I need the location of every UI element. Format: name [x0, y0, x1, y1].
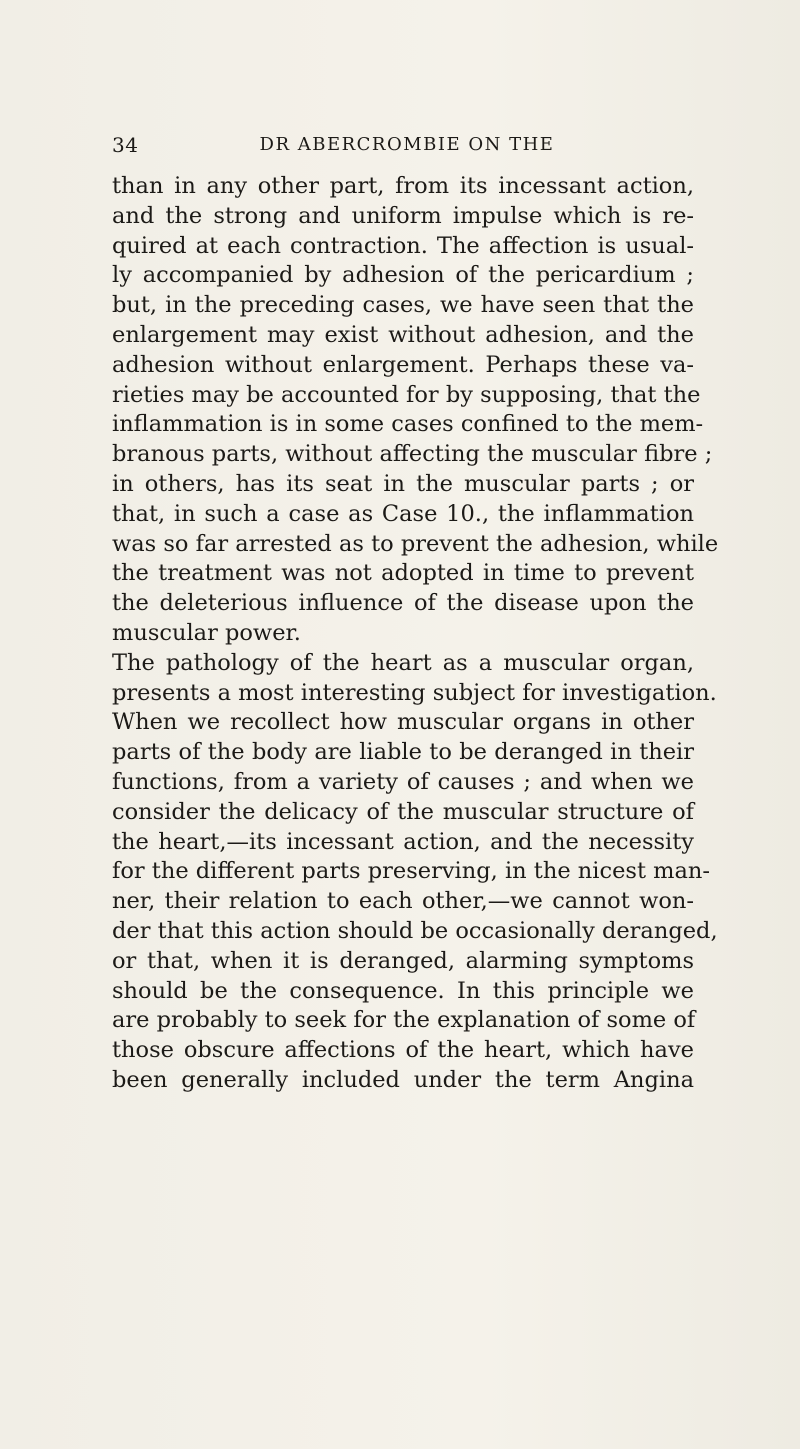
text-line: the deleterious influence of the disease upon the: [112, 590, 694, 617]
text-line: the heart,—its incessant action, and the necessity: [112, 828, 694, 855]
text-line: adhesion without enlargement. Perhaps these va-: [112, 351, 694, 378]
text-line: ly accompanied by adhesion of the pericardium ;: [112, 262, 694, 289]
text-line: that, in such a case as Case 10., the inflammation: [112, 500, 694, 527]
text-line: enlargement may exist without adhesion, and the: [112, 321, 694, 348]
text-line: rieties may be accounted for by supposing, that the: [112, 381, 701, 408]
text-line: inflammation is in some cases confined to the mem-: [112, 411, 704, 438]
text-line: but, in the preceding cases, we have seen that the: [112, 292, 694, 319]
text-line: ner, their relation to each other,—we cannot won-: [112, 888, 694, 915]
text-line: for the different parts preserving, in the nicest man-: [112, 858, 710, 885]
text-line: are probably to seek for the explanation of some of: [112, 1007, 696, 1034]
page-number: 34: [112, 133, 139, 157]
text-line: was so far arrested as to prevent the adhesion, while: [112, 530, 719, 557]
text-line: consider the delicacy of the muscular structure of: [112, 798, 694, 825]
body-text: [112, 172, 719, 1096]
text-line: the treatment was not adopted in time to prevent: [112, 560, 694, 587]
text-line: presents a most interesting subject for investigation.: [112, 679, 717, 706]
text-line: in others, has its seat in the muscular parts ; or: [112, 470, 694, 497]
text-line: or that, when it is deranged, alarming symptoms: [112, 947, 694, 974]
text-line: functions, from a variety of causes ; and when we: [112, 768, 694, 795]
text-line: parts of the body are liable to be deranged in their: [112, 739, 694, 766]
text-line: der that this action should be occasionally deranged,: [112, 917, 718, 944]
page-header: [112, 131, 702, 159]
text-line: branous parts, without affecting the muscular fibre ;: [112, 441, 713, 468]
text-line: and the strong and uniform impulse which is re-: [112, 202, 694, 229]
text-line: those obscure affections of the heart, which have: [112, 1037, 694, 1064]
text-line: muscular power.: [112, 619, 301, 646]
text-line: been generally included under the term Angina: [112, 1066, 694, 1093]
text-line: The pathology of the heart as a muscular organ,: [112, 649, 694, 676]
running-head: DR ABERCROMBIE ON THE: [259, 134, 555, 155]
text-line: should be the consequence. In this principle we: [112, 977, 694, 1004]
text-line: than in any other part, from its incessant action,: [112, 173, 694, 199]
text-line: When we recollect how muscular organs in other: [112, 709, 694, 736]
text-line: quired at each contraction. The affection is usual-: [112, 232, 694, 259]
